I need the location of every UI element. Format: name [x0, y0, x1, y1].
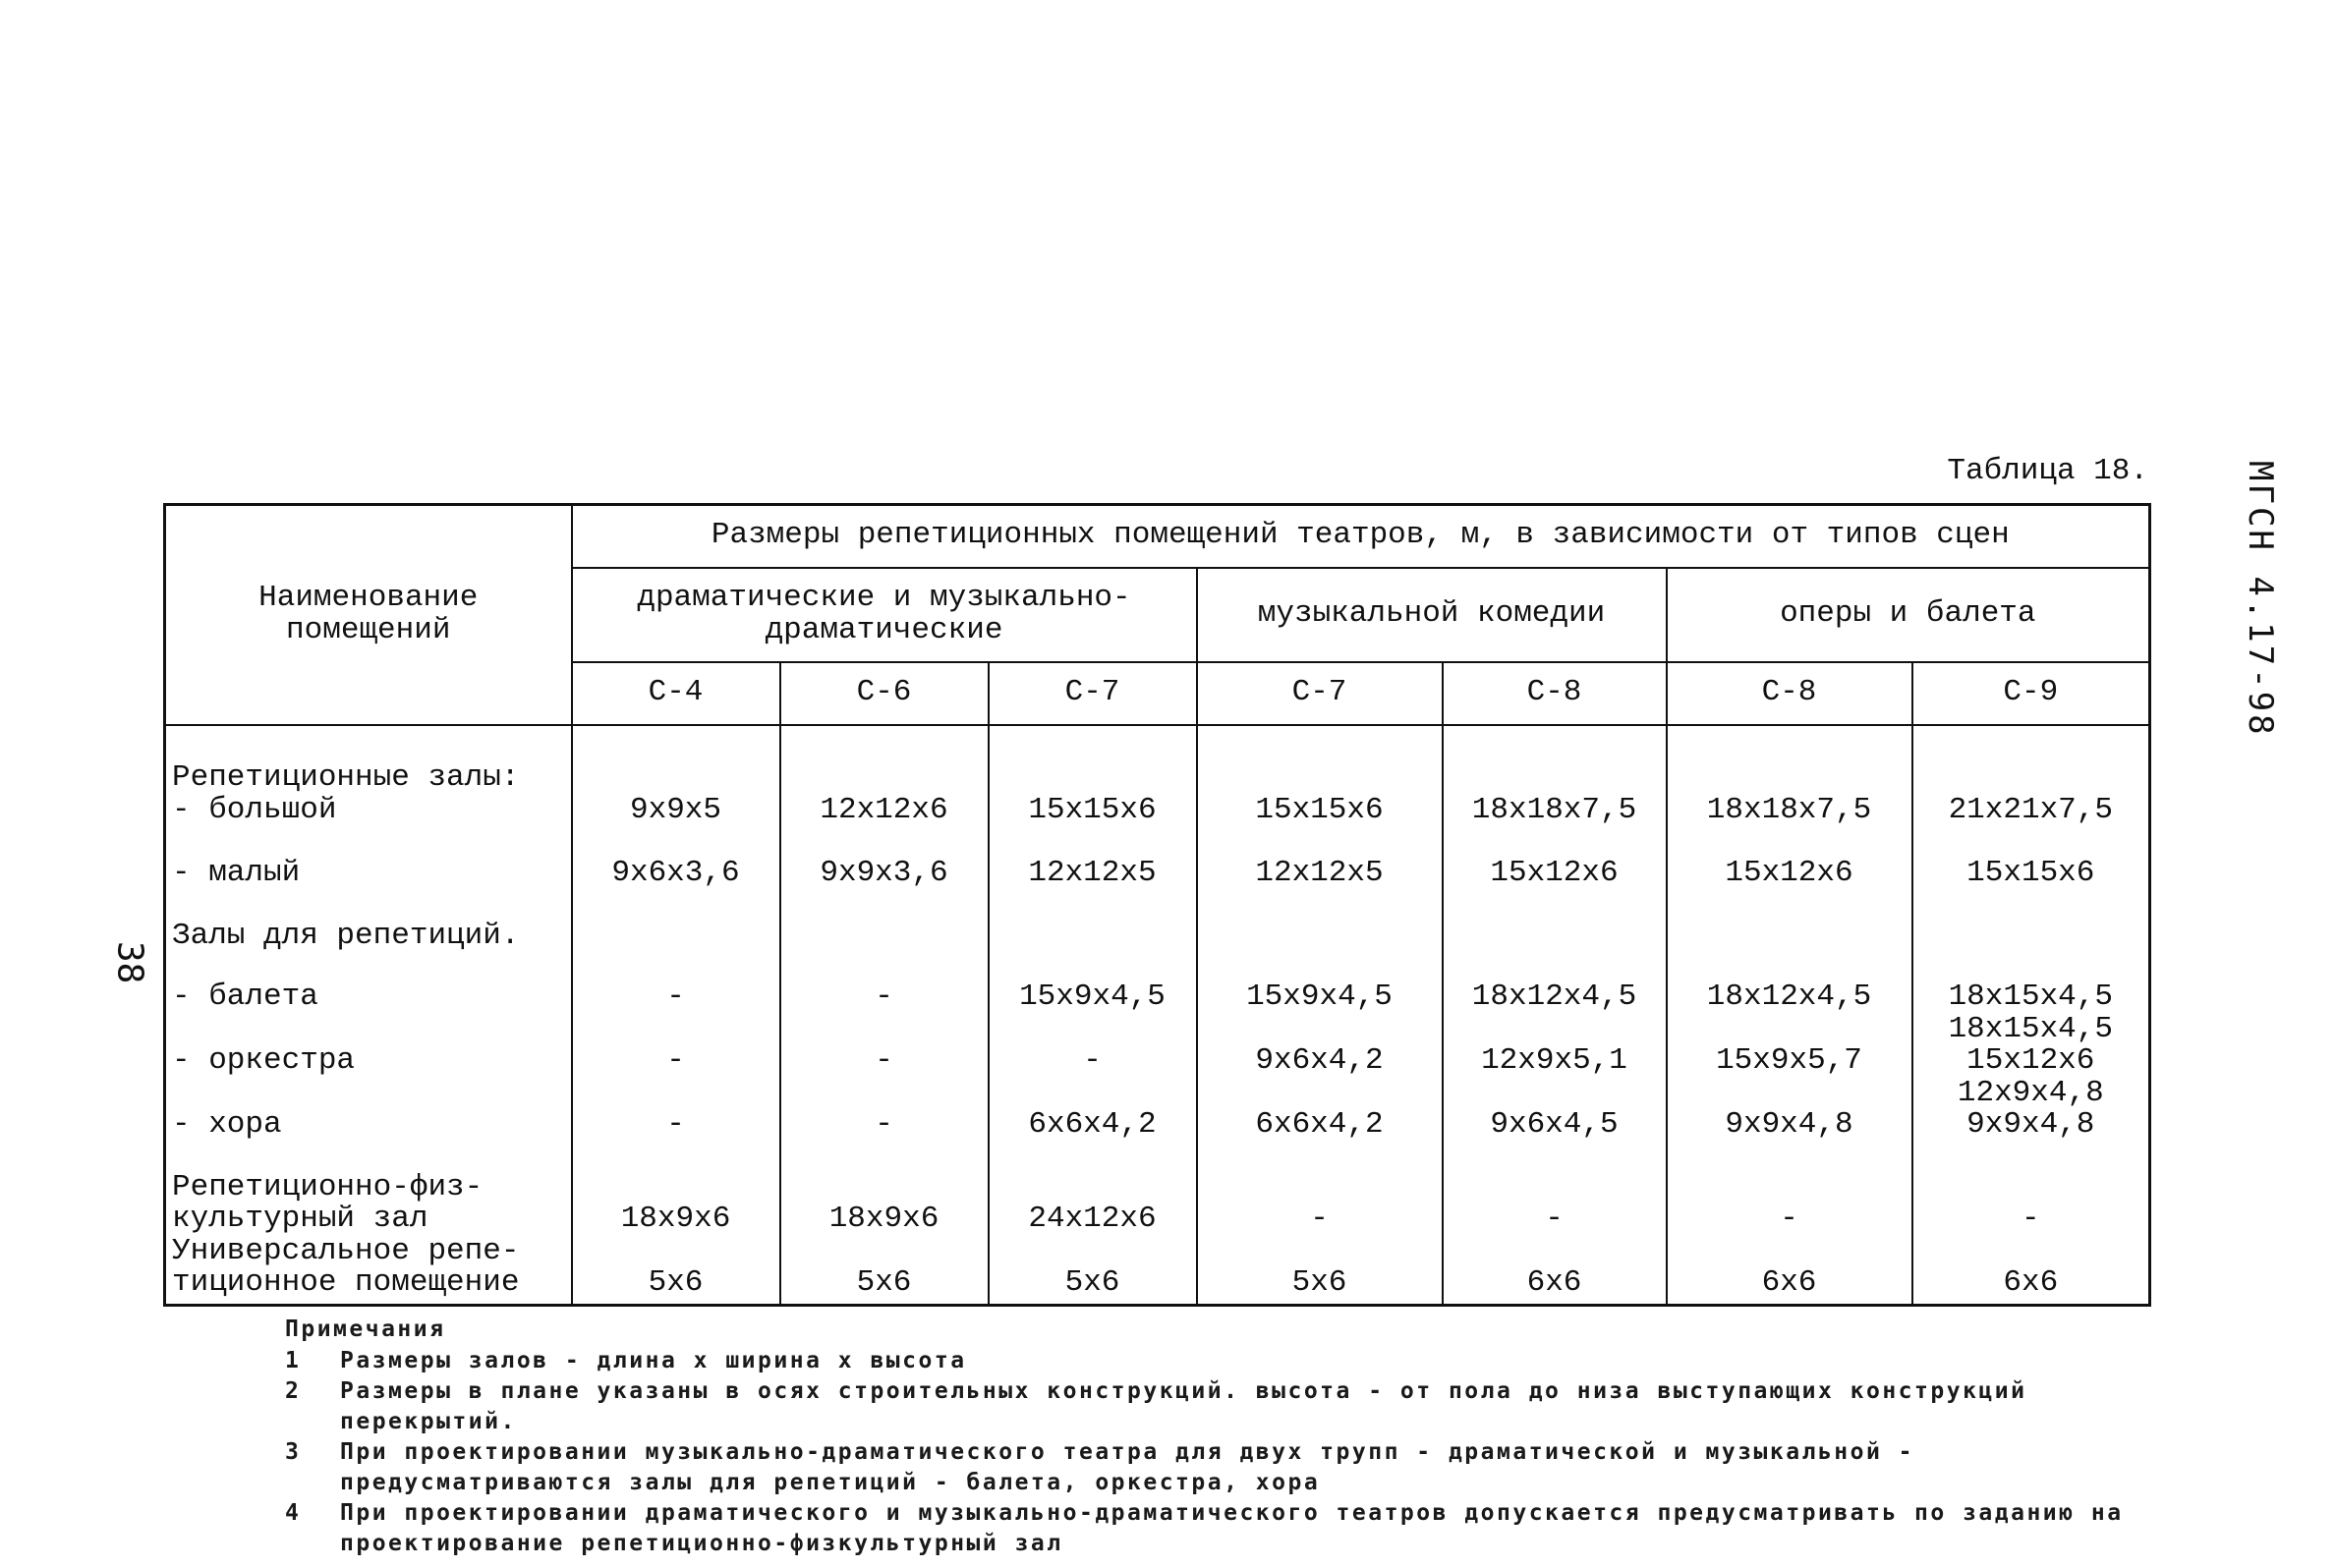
table-cell: - — [1443, 1142, 1667, 1236]
table-cell: 15х9х4,5 — [1197, 953, 1443, 1014]
table-cell: 12х12х6 — [780, 725, 989, 827]
table-cell: - — [780, 953, 989, 1014]
table-cell: - — [1667, 1142, 1912, 1236]
header-stage: С-4 — [572, 662, 780, 725]
table-cell: 5х6 — [1197, 1236, 1443, 1306]
table-cell: 18х15х4,5 — [1912, 953, 2150, 1014]
table-cell: 12х9х5,1 — [1443, 1014, 1667, 1078]
header-main: Размеры репетиционных помещений театров, м, в зависимости от типов сцен — [572, 505, 2150, 568]
table-cell: 12х9х4,8 9х9х4,8 — [1912, 1078, 2150, 1142]
table-cell: 18х12х4,5 — [1443, 953, 1667, 1014]
table-row — [165, 953, 2150, 1014]
table-cell — [1443, 890, 1667, 953]
table-cell: 9х6х3,6 — [572, 827, 780, 890]
note-text: При проектировании музыкально-драматического театра для двух трупп - драматической и музыкальной - предусматриваются залы для репетиций - балета, оркестра, хора — [340, 1439, 1915, 1495]
row-name: Залы для репетиций. — [165, 890, 572, 953]
table-cell: 18х9х6 — [572, 1142, 780, 1236]
page-number: 38 — [109, 941, 150, 984]
table-cell — [1912, 890, 2150, 953]
table-cell: 12х12х5 — [989, 827, 1197, 890]
note-number: 4 — [285, 1500, 302, 1526]
row-name: - малый — [165, 827, 572, 890]
note-item — [285, 1346, 2152, 1376]
table-cell: 12х12х5 — [1197, 827, 1443, 890]
table-cell: 21х21х7,5 — [1912, 725, 2150, 827]
table-cell: 18х15х4,5 15х12х6 — [1912, 1014, 2150, 1078]
table-cell: 18х18х7,5 — [1667, 725, 1912, 827]
table-cell: 15х9х5,7 — [1667, 1014, 1912, 1078]
table-cell: 9х6х4,5 — [1443, 1078, 1667, 1142]
table-cell: - — [1912, 1142, 2150, 1236]
note-text: При проектировании драматического и музыкально-драматического театров допускается предусматривать по заданию на проектирование репетиционно-физкультурный зал — [340, 1500, 2124, 1556]
table-cell: - — [572, 953, 780, 1014]
header-group-comedy: музыкальной комедии — [1197, 568, 1667, 662]
table-cell: 15х9х4,5 — [989, 953, 1197, 1014]
table-cell: 6х6 — [1443, 1236, 1667, 1306]
table-cell: 5х6 — [780, 1236, 989, 1306]
table-row — [165, 725, 2150, 827]
row-name: Репетиционные залы: - большой — [165, 725, 572, 827]
row-name: - хора — [165, 1078, 572, 1142]
table-cell: 15х12х6 — [1667, 827, 1912, 890]
table-cell: 6х6х4,2 — [989, 1078, 1197, 1142]
table-cell: 15х15х6 — [1912, 827, 2150, 890]
table-row — [165, 1078, 2150, 1142]
table-cell: 18х12х4,5 — [1667, 953, 1912, 1014]
table-cell — [572, 890, 780, 953]
table-cell — [1667, 890, 1912, 953]
table-cell: - — [1197, 1142, 1443, 1236]
note-number: 3 — [285, 1439, 302, 1465]
table-row — [165, 1142, 2150, 1236]
table-cell — [1197, 890, 1443, 953]
table-cell: 15х15х6 — [1197, 725, 1443, 827]
table-row — [165, 890, 2150, 953]
header-stage: С-7 — [989, 662, 1197, 725]
table-cell: 9х9х5 — [572, 725, 780, 827]
table-cell: 15х15х6 — [989, 725, 1197, 827]
table-cell: 5х6 — [989, 1236, 1197, 1306]
table-cell — [989, 890, 1197, 953]
note-text: Размеры в плане указаны в осях строительных конструкций. высота - от пола до низа выступающих конструкций перекрытий. — [340, 1378, 2027, 1434]
note-number: 1 — [285, 1348, 302, 1373]
table-cell: - — [989, 1014, 1197, 1078]
table-cell: 15х12х6 — [1443, 827, 1667, 890]
table-cell: 9х9х3,6 — [780, 827, 989, 890]
table-cell: 24х12х6 — [989, 1142, 1197, 1236]
notes — [285, 1316, 2152, 1559]
row-name: - оркестра — [165, 1014, 572, 1078]
table-cell: 9х6х4,2 — [1197, 1014, 1443, 1078]
table-row — [165, 1236, 2150, 1306]
header-stage: С-7 — [1197, 662, 1443, 725]
header-group-opera: оперы и балета — [1667, 568, 2150, 662]
header-stage: С-8 — [1667, 662, 1912, 725]
note-number: 2 — [285, 1378, 302, 1404]
row-name: Репетиционно-физ- культурный зал — [165, 1142, 572, 1236]
header-stage: С-9 — [1912, 662, 2150, 725]
header-stage: С-8 — [1443, 662, 1667, 725]
row-name: Универсальное репе- тиционное помещение — [165, 1236, 572, 1306]
note-item — [285, 1437, 2152, 1498]
table-cell: - — [572, 1078, 780, 1142]
note-item — [285, 1376, 2152, 1437]
table-row — [165, 827, 2150, 890]
rehearsal-rooms-table — [163, 503, 2151, 1307]
document-code: МГСН 4.17-98 — [2241, 461, 2280, 738]
table-caption: Таблица 18. — [1947, 454, 2148, 488]
table-cell: 6х6 — [1912, 1236, 2150, 1306]
table-cell: - — [572, 1014, 780, 1078]
header-room-name: Наименование помещений — [165, 505, 572, 725]
table-cell: - — [780, 1014, 989, 1078]
table-cell: 5х6 — [572, 1236, 780, 1306]
table-cell: 18х18х7,5 — [1443, 725, 1667, 827]
table-cell: 6х6х4,2 — [1197, 1078, 1443, 1142]
note-text: Размеры залов - длина х ширина х высота — [340, 1348, 967, 1373]
table-row — [165, 1014, 2150, 1078]
note-item — [285, 1498, 2152, 1559]
notes-title: Примечания — [285, 1316, 446, 1342]
table-cell: 9х9х4,8 — [1667, 1078, 1912, 1142]
table-cell: - — [780, 1078, 989, 1142]
row-name: - балета — [165, 953, 572, 1014]
header-group-drama: драматические и музыкально-драматические — [572, 568, 1197, 662]
header-stage: С-6 — [780, 662, 989, 725]
table-cell: 18х9х6 — [780, 1142, 989, 1236]
table-cell: 6х6 — [1667, 1236, 1912, 1306]
table-cell — [780, 890, 989, 953]
